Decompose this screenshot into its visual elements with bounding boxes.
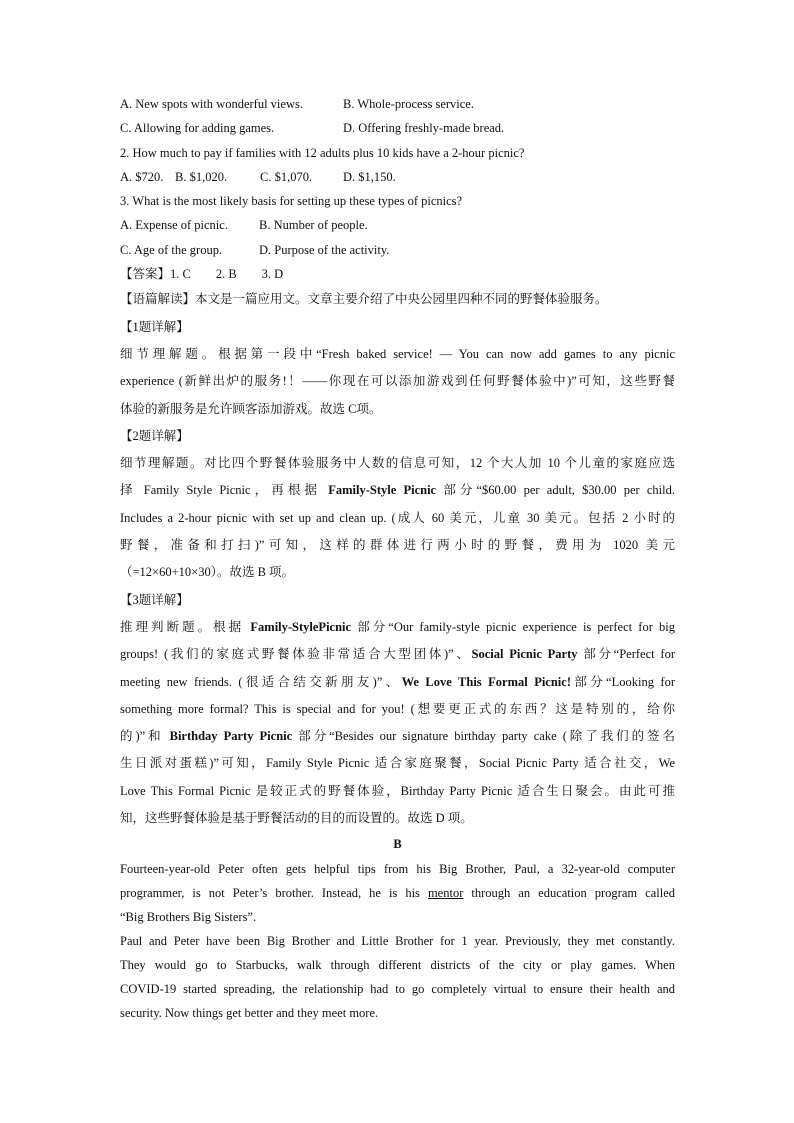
- q2-option-c: C. $1,070.: [260, 169, 313, 184]
- q2-detail-line: 野餐，准备和打扫)”可知，这样的群体进行两小时的野餐，费用为 1020 美元: [120, 538, 675, 553]
- q2-option-b: B. $1,020.: [175, 169, 228, 184]
- q2-detail-line: [120, 477, 675, 504]
- text-run: through an education program called: [463, 885, 675, 900]
- q3-detail-header: 【3题详解】: [120, 592, 189, 607]
- q2-option-d: D. $1,150.: [343, 169, 396, 184]
- bold-term: Birthday Party Picnic: [169, 729, 293, 744]
- q3-detail-line: [120, 641, 675, 668]
- bold-term: Family-Style Picnic: [328, 483, 437, 498]
- answer-line: 【答案】1. C 2. B 3. D: [120, 267, 284, 282]
- q2-option-a: A. $720.: [120, 169, 164, 184]
- q3-detail-line: 知，这些野餐体验是基于野餐活动的目的而设置的。故选 D 项。: [120, 811, 473, 826]
- q3-options-row-2: [120, 238, 675, 262]
- q1-detail-line: 细节理解题。根据第一段中“Fresh baked service! — You can now add games to any picnic: [120, 346, 675, 361]
- passage-b-line: Fourteen-year-old Peter often gets helpful tips from his Big Brother, Paul, a 32-year-old computer: [120, 861, 675, 876]
- passage-b-line: They would go to Starbucks, walk through different districts of the city or play games. When: [120, 957, 675, 972]
- q2-detail-line: 细节理解题。对比四个野餐体验服务中人数的信息可知，12 个大人加 10 个儿童的家庭应选: [120, 456, 675, 471]
- passage-b-line: Paul and Peter have been Big Brother and Little Brother for 1 year. Previously, they met constantly.: [120, 933, 675, 948]
- text-run: groups! (我们的家庭式野餐体验非常适合大型团体)”、: [120, 647, 472, 662]
- q1-option-d: D. Offering freshly-made bread.: [343, 121, 505, 136]
- text-run: 推理判断题。根据: [120, 619, 251, 634]
- q1-option-c: C. Allowing for adding games.: [120, 121, 275, 136]
- text-run: meeting new friends. (很适合结交新朋友)”、: [120, 674, 402, 689]
- q3-option-b: B. Number of people.: [259, 218, 368, 233]
- bold-term: We Love This Formal Picnic!: [401, 674, 571, 689]
- text-run: 部分“$60.00 per adult, $30.00 per child.: [436, 483, 676, 498]
- passage-b-line: [120, 881, 675, 905]
- bold-term: Social Picnic Party: [471, 647, 578, 662]
- q3-option-c: C. Age of the group.: [120, 242, 223, 257]
- q3-stem: 3. What is the most likely basis for setting up these types of picnics?: [120, 194, 463, 209]
- passage-b-line: COVID-19 started spreading, the relationship had to go completely virtual to ensure their health and: [120, 981, 675, 996]
- q3-option-d: D. Purpose of the activity.: [259, 242, 390, 257]
- q3-detail-line: something more formal? This is special and for you! (想要更正式的东西？这是特别的，给你: [120, 701, 675, 716]
- section-heading-b: B: [393, 837, 402, 852]
- underlined-word: mentor: [427, 885, 464, 900]
- document-page: [120, 92, 675, 1025]
- passage-b-line: “Big Brothers Big Sisters”.: [120, 909, 257, 924]
- passage-b-line: security. Now things get better and they meet more.: [120, 1005, 379, 1020]
- text-run: 择 Family Style Picnic，再根据: [120, 483, 329, 498]
- q1-options-row-2: [120, 116, 675, 140]
- q3-detail-line: 生日派对蛋糕)”可知，Family Style Picnic 适合家庭聚餐，Social Picnic Party 适合社交，We: [120, 756, 675, 771]
- bold-term: Family-StylePicnic: [250, 619, 352, 634]
- text-run: 的)”和: [120, 729, 170, 744]
- q1-detail-line: experience (新鲜出炉的服务!！——你现在可以添加游戏到任何野餐体验中)”可知，这些野餐: [120, 374, 675, 389]
- q1-option-b: B. Whole-process service.: [343, 97, 474, 111]
- q2-detail-line: Includes a 2-hour picnic with set up and clean up. (成人 60 美元，儿童 30 美元。包括 2 小时的: [120, 510, 675, 525]
- q3-option-a: A. Expense of picnic.: [120, 218, 228, 233]
- text-run: 部分“Besides our signature birthday party cake (除了我们的签名: [292, 729, 675, 744]
- q3-detail-line: [120, 614, 675, 641]
- q3-detail-line: Love This Formal Picnic 是较正式的野餐体验，Birthday Party Picnic 适合生日聚会。由此可推: [120, 783, 675, 798]
- text-run: 部分“Perfect for: [577, 647, 675, 662]
- q1-option-a: A. New spots with wonderful views.: [120, 97, 303, 111]
- text-run: 部分“Looking for: [570, 674, 675, 689]
- q1-options-row-1: [120, 92, 675, 116]
- q3-detail-line: [120, 723, 675, 750]
- q1-detail-header: 【1题详解】: [120, 319, 189, 334]
- text-run: 部分“Our family-style picnic experience is perfect for big: [351, 619, 675, 634]
- q1-detail-line: 体验的新服务是允许顾客添加游戏。故选 C项。: [120, 401, 382, 416]
- text-run: programmer, is not Peter’s brother. Instead, he is his: [120, 885, 428, 900]
- q2-detail-line: （=12×60+10×30）。故选 B 项。: [120, 565, 295, 580]
- q3-options-row-1: [120, 213, 675, 237]
- q3-detail-line: [120, 669, 675, 696]
- q2-detail-header: 【2题详解】: [120, 428, 189, 443]
- q2-stem: 2. How much to pay if families with 12 adults plus 10 kids have a 2-hour picnic?: [120, 145, 525, 160]
- q2-options: [120, 165, 675, 189]
- passage-reading: 【语篇解读】本文是一篇应用文。文章主要介绍了中央公园里四种不同的野餐体验服务。: [120, 292, 608, 307]
